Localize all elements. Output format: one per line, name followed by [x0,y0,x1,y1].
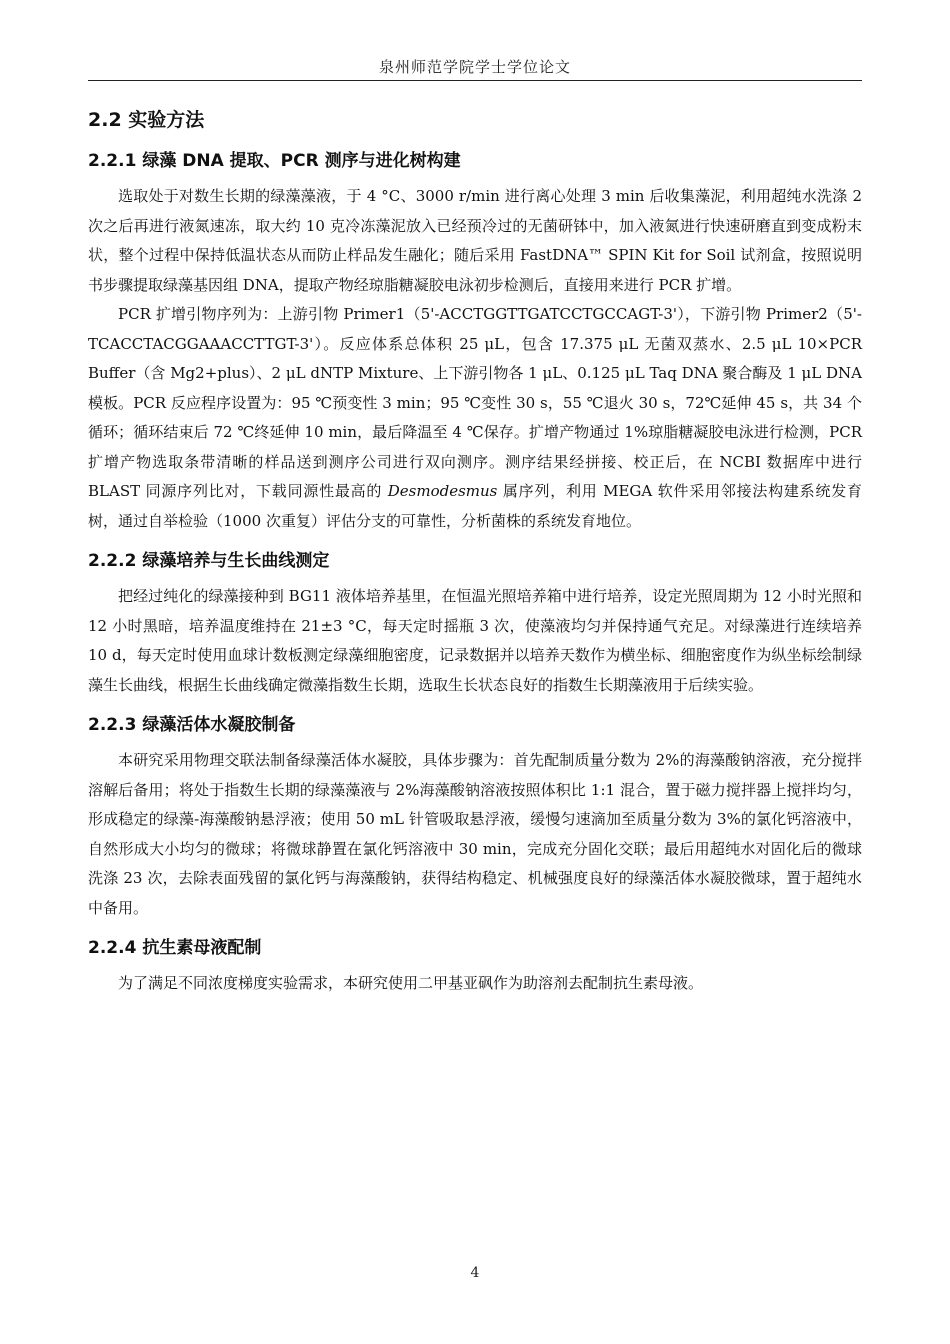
page-content [88,100,862,999]
running-header: 泉州师范学院学士学位论文 [378,58,571,76]
subsection-title-2-2-1: 2.2.1 绿藻 DNA 提取、PCR 测序与进化树构建 [88,151,461,171]
section-title: 2.2 实验方法 [88,109,205,131]
genus-name: Desmodesmus [387,482,498,500]
paragraph: 把经过纯化的绿藻接种到 BG11 液体培养基里，在恒温光照培养箱中进行培养，设定光照周期为 12 小时光照和 12 小时黑暗，培养温度维持在 21±3 °C，每天定时摇瓶 3 次，使藻液均匀并保持通气充足。对绿藻进行连续培养 10 d，每天定时使用血球计数板测定绿藻细胞密度，记录数据并以培养天数作为横坐标、细胞密度作为纵坐标绘制绿藻生长曲线，根据生长曲线确定微藻指数生长期，选取生长状态良好的指数生长期藻液用于后续实验。 [88,587,862,694]
paragraph-text: 属序列，利用 MEGA 软件采用邻接法构建系统发育树，通过自举检验（1000 次重复）评估分支的可靠性，分析菌株的系统发育地位。 [88,482,862,530]
page-number: 4 [470,1265,480,1281]
subsection-title-2-2-4: 2.2.4 抗生素母液配制 [88,938,262,958]
paragraph-text: PCR 扩增引物序列为：上游引物 Primer1（5'-ACCTGGTTGATCCTGCCAGT-3'），下游引物 Primer2（5'-TCACCTACGGAAACCTTGT-3'）。反应体系总体积 25 μL，包含 17.375 μL 无菌双蒸水、2.5 μL 10×PCR Buffer（含 Mg2+plus）、2 μL dNTP Mixture、上下游引物各 1 μL、0.125 μL Taq DNA 聚合酶及 1 μL DNA 模板。PCR 反应程序设置为：95 ℃预变性 3 min；95 ℃变性 30 s，55 ℃退火 30 s，72℃延伸 45 s，共 34 个循环；循环结束后 72 ℃终延伸 10 min，最后降温至 4 ℃保存。扩增产物通过 1%琼脂糖凝胶电泳进行检测，PCR 扩增产物选取条带清晰的样品送到测序公司进行双向测序。测序结果经拼接、校正后，在 NCBI 数据库中进行 BLAST 同源序列比对，下载同源性最高的 [88,305,862,500]
paragraph: 本研究采用物理交联法制备绿藻活体水凝胶，具体步骤为：首先配制质量分数为 2%的海藻酸钠溶液，充分搅拌溶解后备用；将处于指数生长期的绿藻藻液与 2%海藻酸钠溶液按照体积比 1:1 混合，置于磁力搅拌器上搅拌均匀，形成稳定的绿藻-海藻酸钠悬浮液；使用 50 mL 针管吸取悬浮液，缓慢匀速滴加至质量分数为 3%的氯化钙溶液中，自然形成大小均匀的微球；将微球静置在氯化钙溶液中 30 min，完成充分固化交联；最后用超纯水对固化后的微球洗涤 23 次，去除表面残留的氯化钙与海藻酸钠，获得结构稳定、机械强度良好的绿藻活体水凝胶微球，置于超纯水中备用。 [88,751,862,917]
paragraph: 为了满足不同浓度梯度实验需求，本研究使用二甲基亚砜作为助溶剂去配制抗生素母液。 [118,974,704,992]
subsection-title-2-2-2: 2.2.2 绿藻培养与生长曲线测定 [88,551,330,571]
paragraph [88,300,862,536]
header-rule [88,80,862,81]
paragraph: 选取处于对数生长期的绿藻藻液，于 4 °C、3000 r/min 进行离心处理 3 min 后收集藻泥，利用超纯水洗涤 2 次之后再进行液氮速冻，取大约 10 克冷冻藻泥放入已经预冷过的无菌研钵中，加入液氮进行快速研磨直到变成粉末状，整个过程中保持低温状态从而防止样品发生融化；随后采用 FastDNA™ SPIN Kit for Soil 试剂盒，按照说明书步骤提取绿藻基因组 DNA，提取产物经琼脂糖凝胶电泳初步检测后，直接用来进行 PCR 扩增。 [88,187,862,294]
subsection-title-2-2-3: 2.2.3 绿藻活体水凝胶制备 [88,715,296,735]
